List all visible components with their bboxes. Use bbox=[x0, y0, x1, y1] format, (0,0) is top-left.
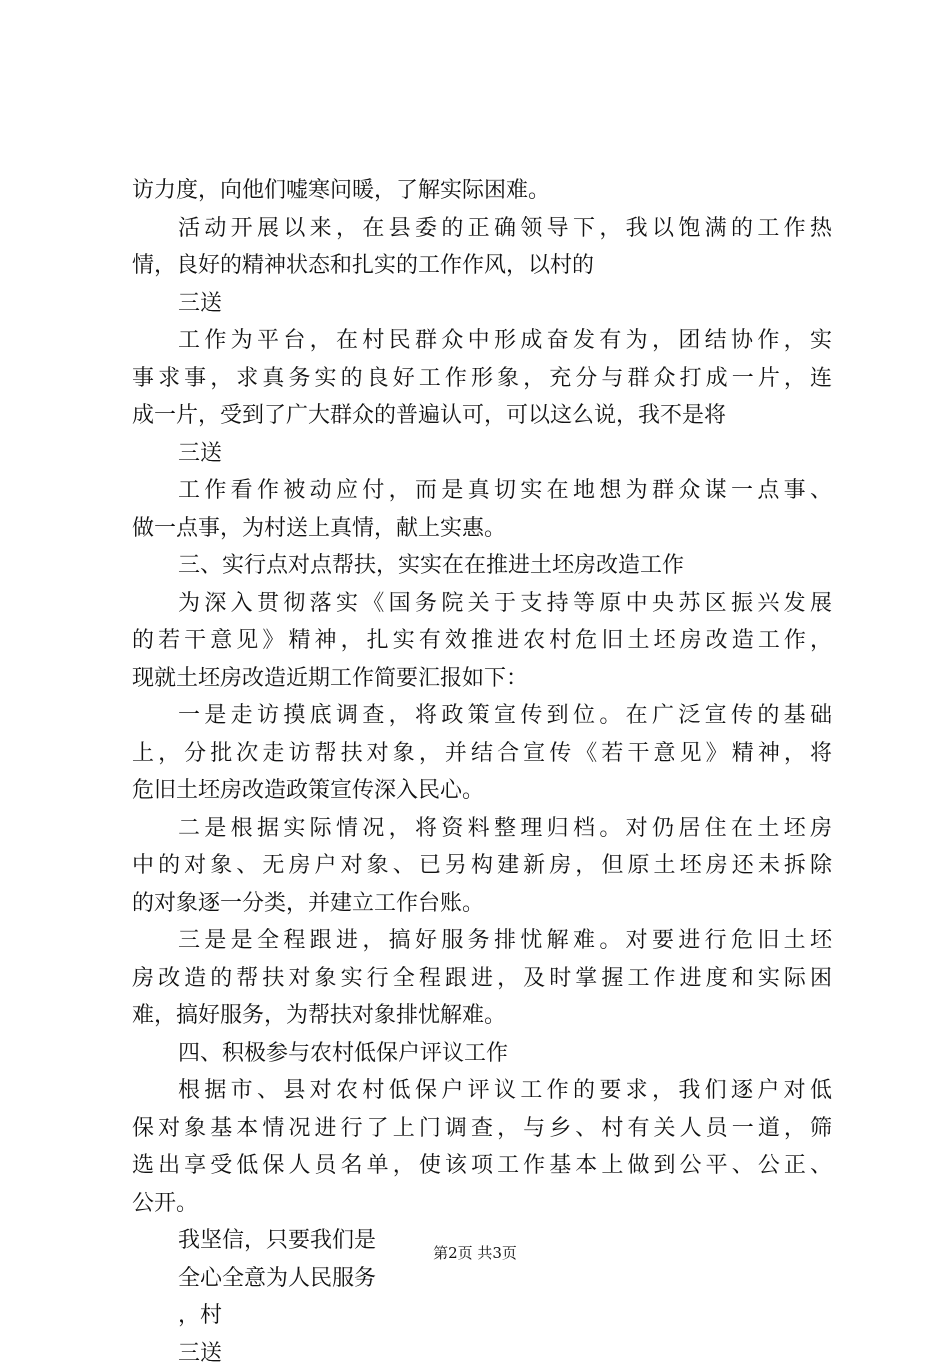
text-line: 访力度，向他们嘘寒问暖，了解实际困难。 bbox=[132, 172, 832, 210]
body-text bbox=[132, 172, 832, 1372]
text-line: 选出享受低保人员名单，使该项工作基本上做到公平、公正、 bbox=[132, 1147, 832, 1185]
text-line: 三送 bbox=[132, 1335, 832, 1372]
text-line: 的对象逐一分类，并建立工作台账。 bbox=[132, 885, 832, 923]
text-line: 三送 bbox=[132, 435, 832, 473]
text-line: 上，分批次走访帮扶对象，并结合宣传《若干意见》精神，将 bbox=[132, 735, 832, 773]
text-line: 危旧土坯房改造政策宣传深入民心。 bbox=[132, 772, 832, 810]
page-footer: 第2页 共3页 bbox=[0, 1243, 950, 1263]
text-line: 中的对象、无房户对象、已另构建新房，但原土坯房还未拆除 bbox=[132, 847, 832, 885]
text-line: 活动开展以来，在县委的正确领导下，我以饱满的工作热 bbox=[132, 210, 832, 248]
text-line: 全心全意为人民服务 bbox=[132, 1260, 832, 1298]
text-line: 情，良好的精神状态和扎实的工作作风，以村的 bbox=[132, 247, 832, 285]
text-line: 工作为平台，在村民群众中形成奋发有为，团结协作，实 bbox=[132, 322, 832, 360]
text-line: 难，搞好服务，为帮扶对象排忧解难。 bbox=[132, 997, 832, 1035]
text-line: 三送 bbox=[132, 285, 832, 323]
text-line: 我坚信，只要我们是 bbox=[132, 1222, 832, 1260]
text-line: 一是走访摸底调查，将政策宣传到位。在广泛宣传的基础 bbox=[132, 697, 832, 735]
text-line: 成一片，受到了广大群众的普遍认可，可以这么说，我不是将 bbox=[132, 397, 832, 435]
text-line: 现就土坯房改造近期工作简要汇报如下： bbox=[132, 660, 832, 698]
text-line: 根据市、县对农村低保户评议工作的要求，我们逐户对低 bbox=[132, 1072, 832, 1110]
text-line: ，村 bbox=[132, 1297, 832, 1335]
text-line: 房改造的帮扶对象实行全程跟进，及时掌握工作进度和实际困 bbox=[132, 960, 832, 998]
text-line: 公开。 bbox=[132, 1185, 832, 1223]
text-line: 事求事，求真务实的良好工作形象，充分与群众打成一片，连 bbox=[132, 360, 832, 398]
text-line: 工作看作被动应付，而是真切实在地想为群众谋一点事、 bbox=[132, 472, 832, 510]
text-line: 的若干意见》精神，扎实有效推进农村危旧土坯房改造工作， bbox=[132, 622, 832, 660]
text-line: 三、实行点对点帮扶，实实在在推进土坯房改造工作 bbox=[132, 547, 832, 585]
text-line: 二是根据实际情况，将资料整理归档。对仍居住在土坯房 bbox=[132, 810, 832, 848]
text-line: 三是是全程跟进，搞好服务排忧解难。对要进行危旧土坯 bbox=[132, 922, 832, 960]
text-line: 做一点事，为村送上真情，献上实惠。 bbox=[132, 510, 832, 548]
text-line: 保对象基本情况进行了上门调查，与乡、村有关人员一道，筛 bbox=[132, 1110, 832, 1148]
text-line: 为深入贯彻落实《国务院关于支持等原中央苏区振兴发展 bbox=[132, 585, 832, 623]
text-line: 四、积极参与农村低保户评议工作 bbox=[132, 1035, 832, 1073]
